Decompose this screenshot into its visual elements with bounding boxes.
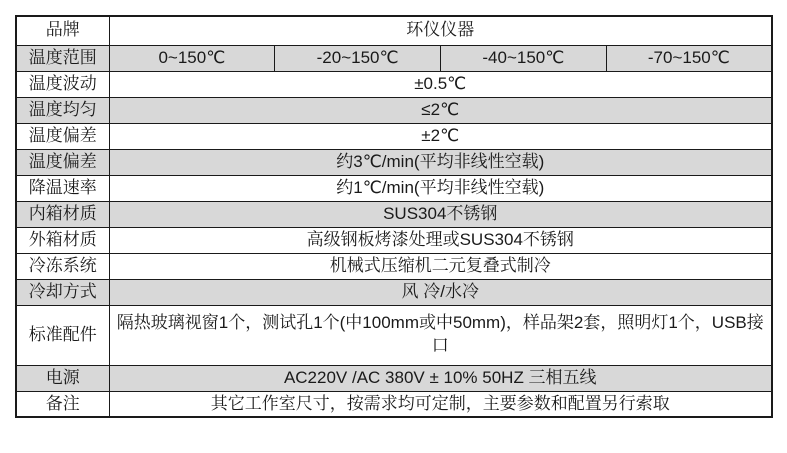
spec-row-temp-fluctuation bbox=[16, 71, 772, 97]
spec-value: -70~150℃ bbox=[606, 45, 772, 71]
spec-label: 温度范围 bbox=[16, 45, 109, 71]
spec-label: 冷冻系统 bbox=[16, 253, 109, 279]
spec-value: 环仪仪器 bbox=[109, 16, 772, 45]
spec-row-temp-uniformity bbox=[16, 97, 772, 123]
spec-value: 约3℃/min(平均非线性空载) bbox=[109, 149, 772, 175]
spec-table bbox=[15, 15, 773, 418]
spec-row-temp-deviation-2 bbox=[16, 149, 772, 175]
spec-row-cooling-method bbox=[16, 279, 772, 305]
spec-value: 约1℃/min(平均非线性空载) bbox=[109, 175, 772, 201]
spec-value: -20~150℃ bbox=[275, 45, 441, 71]
spec-value: 机械式压缩机二元复叠式制冷 bbox=[109, 253, 772, 279]
spec-value: 风 冷/水冷 bbox=[109, 279, 772, 305]
spec-label: 电源 bbox=[16, 365, 109, 391]
spec-row-refrigeration-system bbox=[16, 253, 772, 279]
spec-label: 温度均匀 bbox=[16, 97, 109, 123]
spec-label: 内箱材质 bbox=[16, 201, 109, 227]
spec-value: ±0.5℃ bbox=[109, 71, 772, 97]
spec-value: 0~150℃ bbox=[109, 45, 275, 71]
spec-row-brand bbox=[16, 16, 772, 45]
spec-value: SUS304不锈钢 bbox=[109, 201, 772, 227]
spec-row-remarks bbox=[16, 391, 772, 417]
spec-label: 备注 bbox=[16, 391, 109, 417]
spec-row-power-supply bbox=[16, 365, 772, 391]
spec-row-outer-material bbox=[16, 227, 772, 253]
spec-label: 温度波动 bbox=[16, 71, 109, 97]
spec-value: -40~150℃ bbox=[441, 45, 607, 71]
spec-label: 品牌 bbox=[16, 16, 109, 45]
spec-value: 高级钢板烤漆处理或SUS304不锈钢 bbox=[109, 227, 772, 253]
spec-value: ≤2℃ bbox=[109, 97, 772, 123]
spec-value: AC220V /AC 380V ± 10% 50HZ 三相五线 bbox=[109, 365, 772, 391]
spec-row-inner-material bbox=[16, 201, 772, 227]
spec-label: 外箱材质 bbox=[16, 227, 109, 253]
spec-row-temp-range bbox=[16, 45, 772, 71]
spec-label: 温度偏差 bbox=[16, 123, 109, 149]
spec-label: 降温速率 bbox=[16, 175, 109, 201]
spec-label: 标准配件 bbox=[16, 305, 109, 365]
spec-label: 温度偏差 bbox=[16, 149, 109, 175]
spec-value: 其它工作室尺寸，按需求均可定制，主要参数和配置另行索取 bbox=[109, 391, 772, 417]
spec-value: ±2℃ bbox=[109, 123, 772, 149]
spec-row-cooling-rate bbox=[16, 175, 772, 201]
spec-label: 冷却方式 bbox=[16, 279, 109, 305]
spec-row-standard-accessories bbox=[16, 305, 772, 365]
spec-row-temp-deviation bbox=[16, 123, 772, 149]
spec-value: 隔热玻璃视窗1个，测试孔1个(中100mm或中50mm)，样品架2套，照明灯1个，USB接口 bbox=[109, 305, 772, 365]
